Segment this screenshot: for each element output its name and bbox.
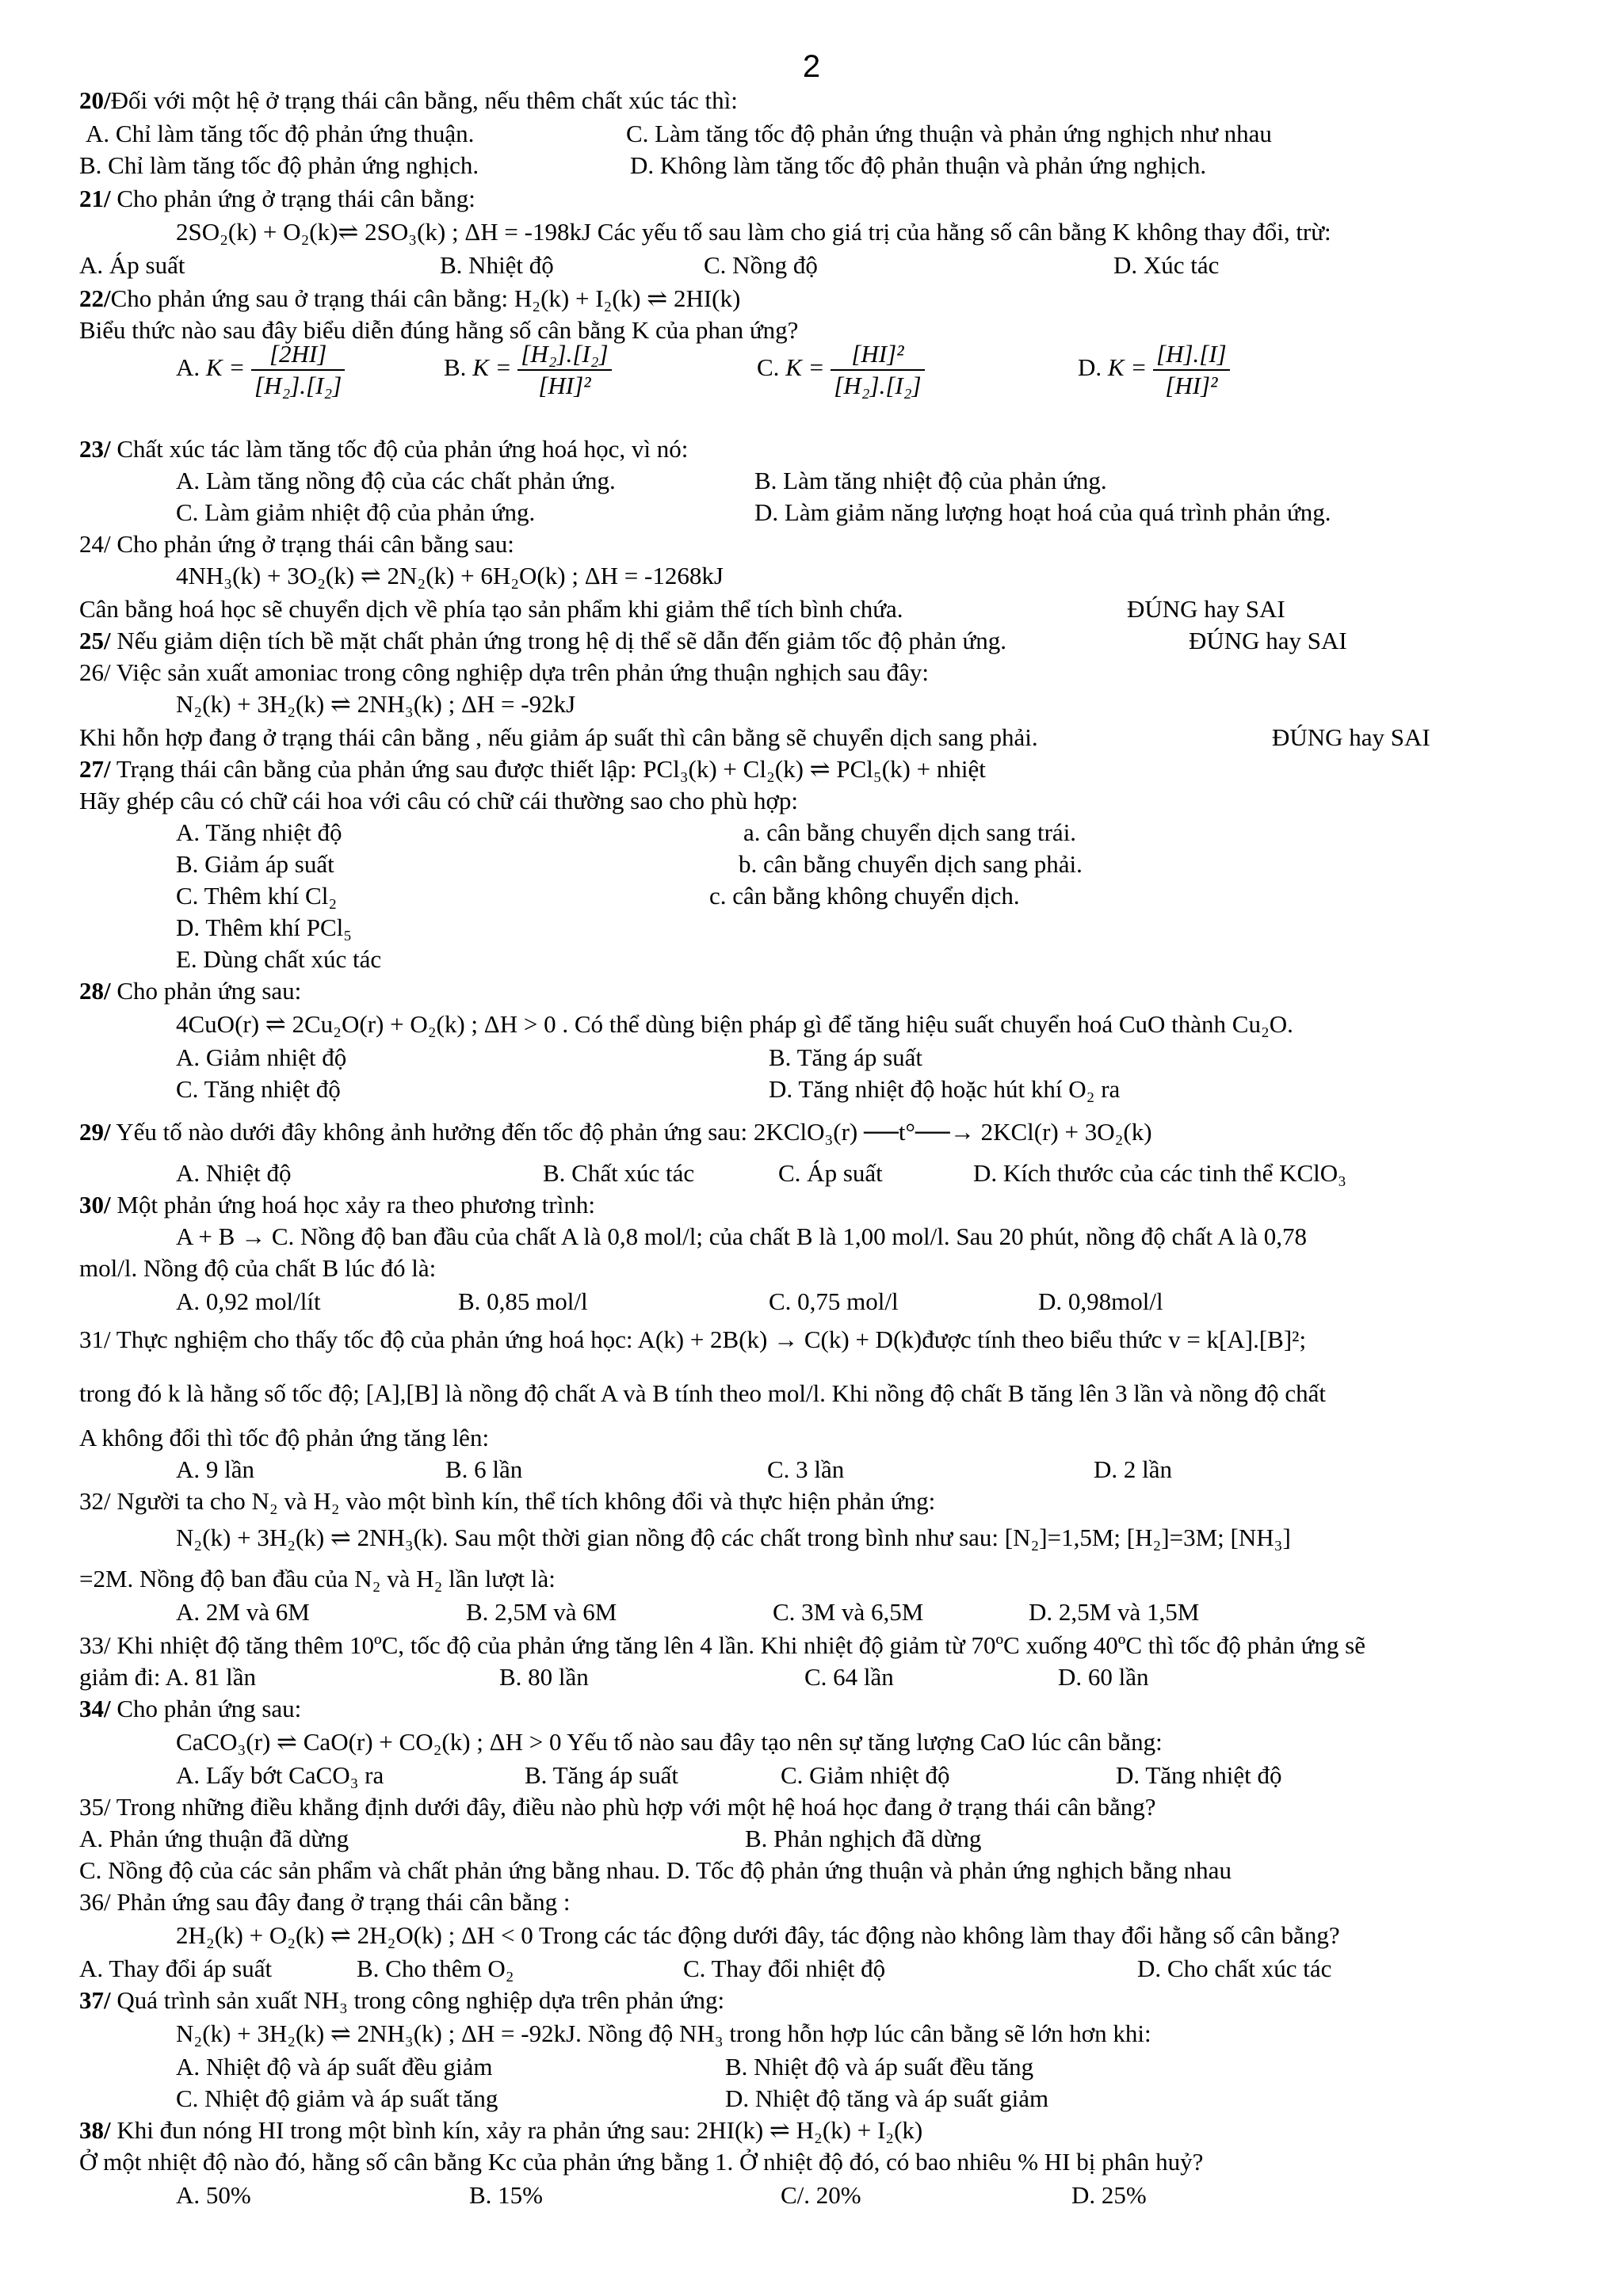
line-text: D. Tăng nhiệt độ hoặc hút khí O₂ ra [769, 1075, 1121, 1103]
text-line [466, 1597, 617, 1627]
text-line [176, 689, 575, 719]
text-line [1137, 1954, 1331, 1984]
numerator: [H₂].[I₂] [517, 339, 611, 371]
text-line [79, 1824, 349, 1854]
text-line [1113, 250, 1219, 280]
text-line [804, 1662, 894, 1692]
line-text: A. Phản ứng thuận đã dừng [79, 1825, 349, 1852]
text-line [176, 1043, 346, 1073]
text-line [79, 1564, 556, 1594]
line-text: Cân bằng hoá học sẽ chuyển dịch về phía tạo sản phẩm khi giảm thể tích bình chứa. [79, 595, 903, 623]
text-line [176, 2019, 1151, 2049]
line-text: ĐÚNG hay SAI [1189, 627, 1347, 654]
text-line [176, 1727, 1163, 1757]
text-line [769, 1043, 922, 1073]
fraction [831, 339, 924, 401]
k-symbol: K = [472, 353, 512, 382]
k-symbol: K = [1107, 353, 1148, 382]
line-text: Trạng thái cân bằng của phản ứng sau được thiết lập: PCl₃(k) + Cl₂(k) ⇌ PCl₅(k) + nhiệt [110, 755, 986, 783]
line-text: Cho phản ứng sau ở trạng thái cân bằng: H₂(k) + I₂(k) ⇌ 2HI(k) [110, 284, 741, 312]
line-text: C. Thêm khí Cl₂ [176, 882, 338, 910]
line-text: Một phản ứng hoá học xảy ra theo phương trình: [110, 1191, 595, 1219]
text-line [79, 284, 740, 314]
text-line [1127, 594, 1285, 624]
text-line [79, 1855, 1232, 1886]
text-line [543, 1158, 694, 1188]
line-text: D. 2,5M và 1,5M [1029, 1598, 1200, 1626]
text-line [79, 86, 738, 116]
denominator: [H₂].[I₂] [834, 372, 922, 399]
text-line [176, 466, 616, 496]
text-line [357, 1954, 514, 1984]
text-line [1116, 1760, 1282, 1791]
text-line [626, 119, 1272, 149]
line-text: A + B → C. Nồng độ ban đầu của chất A là 0,8 mol/l; của chất B là 1,00 mol/l. Sau 20 phút, nồng độ chất A là 0,78 [176, 1222, 1307, 1250]
text-line [773, 1597, 923, 1627]
text-line [1071, 2180, 1147, 2210]
text-line [176, 2084, 498, 2114]
text-line [469, 2180, 543, 2210]
text-line [176, 1760, 384, 1791]
k-symbol: K = [205, 353, 246, 382]
line-text: Yếu tố nào dưới đây không ảnh hưởng đến tốc độ phản ứng sau: 2KClO₃(r) ──t°──→ 2KCl(r) + 3O₂(k) [110, 1118, 1152, 1146]
line-text: A. 9 lần [176, 1455, 255, 1483]
line-text: N₂(k) + 3H₂(k) ⇌ 2NH₃(k) ; ΔH = -92kJ. Nồng độ NH₃ trong hỗn hợp lúc cân bằng sẽ lớn hơn khi: [176, 2019, 1151, 2047]
fraction [251, 339, 345, 401]
question-number: 25/ [79, 627, 111, 654]
text-line [79, 1379, 1326, 1409]
text-line [79, 1253, 436, 1283]
q22-option-b [444, 339, 612, 401]
text-line [79, 976, 301, 1006]
line-text: A. Nhiệt độ và áp suất đều giảm [176, 2053, 493, 2081]
line-text: c. cân bằng không chuyển dịch. [709, 882, 1020, 910]
line-text: ĐÚNG hay SAI [1127, 595, 1285, 623]
line-text: D. 2 lần [1094, 1455, 1173, 1483]
line-text: D. 60 lần [1058, 1663, 1149, 1691]
line-text: Khi đun nóng HI trong một bình kín, xảy ra phản ứng sau: 2HI(k) ⇌ H₂(k) + I₂(k) [110, 2116, 923, 2144]
line-text: B. 2,5M và 6M [466, 1598, 617, 1626]
line-text: 32/ Người ta cho N₂ và H₂ vào một bình kín, thể tích không đổi và thực hiện phản ứng: [79, 1487, 936, 1515]
denominator: [HI]² [1165, 372, 1218, 399]
line-text: B. Nhiệt độ và áp suất đều tăng [725, 2053, 1034, 2081]
line-text: B. 6 lần [445, 1455, 523, 1483]
line-text: mol/l. Nồng độ của chất B lúc đó là: [79, 1254, 437, 1282]
text-line [79, 1486, 935, 1516]
line-text: CaCO₃(r) ⇌ CaO(r) + CO₂(k) ; ΔH > 0 Yếu tố nào sau đây tạo nên sự tăng lượng CaO lúc cân bằng: [176, 1728, 1163, 1756]
line-text: A. Nhiệt độ [176, 1159, 292, 1187]
text-line [176, 1287, 321, 1317]
line-text: D. Kích thước của các tinh thể KClO₃ [973, 1159, 1346, 1187]
text-line [79, 1792, 1155, 1822]
text-line [781, 2180, 861, 2210]
text-line [79, 1985, 724, 2016]
text-line [683, 1954, 885, 1984]
line-text: C. Áp suất [778, 1159, 883, 1187]
line-text: C/. 20% [781, 2181, 861, 2209]
line-text: B. Chất xúc tác [543, 1159, 695, 1187]
line-text: D. 0,98mol/l [1038, 1287, 1163, 1315]
line-text: 35/ Trong những điều khẳng định dưới đây, điều nào phù hợp với một hệ hoá học đang ở trạng thái cân bằng? [79, 1793, 1156, 1821]
text-line [973, 1158, 1346, 1188]
line-text: B. Phản nghịch đã dừng [745, 1825, 982, 1852]
line-text: 4NH₃(k) + 3O₂(k) ⇌ 2N₂(k) + 6H₂O(k) ; ΔH = -1268kJ [176, 562, 724, 589]
line-text: B. Giảm áp suất [176, 850, 334, 878]
text-line [176, 2180, 251, 2210]
line-text: C. Tăng nhiệt độ [176, 1075, 341, 1103]
text-line [769, 1287, 899, 1317]
text-line [79, 626, 1006, 656]
text-line [176, 849, 334, 879]
line-text: B. Cho thêm O₂ [357, 1955, 514, 1982]
line-text: A. Tăng nhiệt độ [176, 818, 342, 846]
line-text: A. Làm tăng nồng độ của các chất phản ứng. [176, 467, 616, 494]
text-line [176, 498, 535, 528]
line-text: Khi hỗn hợp đang ở trạng thái cân bằng , nếu giảm áp suất thì cân bằng sẽ chuyển dịch sang phải. [79, 723, 1038, 751]
text-line [725, 2084, 1048, 2114]
line-text: C. 3 lần [767, 1455, 845, 1483]
text-line [743, 818, 1076, 848]
text-line [79, 434, 688, 464]
text-line [1272, 723, 1430, 753]
question-number: 22/ [79, 284, 111, 312]
text-line [79, 658, 929, 688]
question-number: 21/ [79, 185, 111, 212]
line-text: Quá trình sản xuất NH₃ trong công nghiệp dựa trên phản ứng: [110, 1986, 725, 2014]
line-text: B. Tăng áp suất [525, 1761, 679, 1789]
line-text: D. Xúc tác [1113, 251, 1220, 279]
line-text: Cho phản ứng sau: [110, 1695, 302, 1722]
numerator: [H].[I] [1153, 339, 1230, 371]
line-text: B. Nhiệt độ [440, 251, 554, 279]
text-line [525, 1760, 678, 1791]
line-text: N₂(k) + 3H₂(k) ⇌ 2NH₃(k). Sau một thời gian nồng độ các chất trong bình như sau: [N₂]=1,5M; [H₂]=3M; [NH₃] [176, 1524, 1291, 1551]
text-line [440, 250, 554, 280]
line-text: D. Không làm tăng tốc độ phản thuận và phản ứng nghịch. [630, 151, 1207, 179]
line-text: B. Chỉ làm tăng tốc độ phản ứng nghịch. [79, 151, 479, 179]
text-line [79, 1190, 595, 1220]
line-text: D. Thêm khí PCl₅ [176, 913, 353, 941]
line-text: A. Lấy bớt CaCO₃ ra [176, 1761, 384, 1789]
line-text: C. 3M và 6,5M [773, 1598, 924, 1626]
text-line [630, 151, 1206, 181]
numerator: [2HI] [251, 339, 345, 371]
line-text: Hãy ghép câu có chữ cái hoa với câu có chữ cái thường sao cho phù hợp: [79, 787, 799, 814]
line-text: Ở một nhiệt độ nào đó, hằng số cân bằng Kc của phản ứng bằng 1. Ở nhiệt độ đó, có bao nhiêu % HI bị phân huỷ? [79, 2148, 1204, 2176]
text-line [754, 466, 1107, 496]
text-line [739, 849, 1083, 879]
line-text: C. Nhiệt độ giảm và áp suất tăng [176, 2084, 498, 2112]
text-line [1094, 1455, 1172, 1485]
line-text: A. 2M và 6M [176, 1598, 310, 1626]
text-line [176, 1523, 1291, 1553]
line-text: 2SO₂(k) + O₂(k)⇌ 2SO₃(k) ; ΔH = -198kJ Các yếu tố sau làm cho giá trị của hằng số cân bằng K không thay đổi, trừ: [176, 218, 1331, 246]
text-line [1029, 1597, 1199, 1627]
line-text: Cho phản ứng ở trạng thái cân bằng: [110, 185, 475, 212]
text-line [79, 2147, 1203, 2177]
line-text: ĐÚNG hay SAI [1272, 723, 1430, 751]
line-text: B. 15% [469, 2181, 543, 2209]
line-text: a. cân bằng chuyển dịch sang trái. [743, 818, 1077, 846]
line-text: D. Cho chất xúc tác [1137, 1955, 1332, 1982]
line-text: 31/ Thực nghiệm cho thấy tốc độ của phản ứng hoá học: A(k) + 2B(k) → C(k) + D(k)được tính theo biểu thức v = k[A].[B]²; [79, 1325, 1307, 1353]
line-text: D. Làm giảm năng lượng hoạt hoá của quá trình phản ứng. [754, 498, 1331, 526]
line-text: A. Thay đổi áp suất [79, 1955, 273, 1982]
denominator: [HI]² [538, 372, 591, 399]
question-number: 28/ [79, 977, 111, 1005]
text-line [176, 2052, 492, 2082]
line-text: Đối với một hệ ở trạng thái cân bằng, nếu thêm chất xúc tác thì: [110, 86, 738, 114]
text-line [176, 1455, 254, 1485]
line-text: C. Làm tăng tốc độ phản ứng thuận và phản ứng nghịch như nhau [626, 120, 1272, 147]
text-line [767, 1455, 844, 1485]
line-text: C. Làm giảm nhiệt độ của phản ứng. [176, 498, 536, 526]
text-line [79, 786, 798, 816]
line-text: C. 64 lần [804, 1663, 894, 1691]
text-line [745, 1824, 981, 1854]
line-text: B. Tăng áp suất [769, 1043, 923, 1071]
line-text: E. Dùng chất xúc tác [176, 945, 382, 973]
line-text: 36/ Phản ứng sau đây đang ở trạng thái cân bằng : [79, 1888, 571, 1916]
line-text: C. Nồng độ của các sản phẩm và chất phản ứng bằng nhau. D. Tốc độ phản ứng thuận và phản ứng nghịch bằng nhau [79, 1856, 1232, 1884]
text-line [1058, 1662, 1149, 1692]
line-text: A. 0,92 mol/lít [176, 1287, 321, 1315]
text-line [176, 944, 381, 974]
text-line [79, 1662, 256, 1692]
text-line [79, 529, 514, 559]
line-text: C. Giảm nhiệt độ [781, 1761, 950, 1789]
question-number: 23/ [79, 435, 111, 463]
line-text: trong đó k là hằng số tốc độ; [A],[B] là nồng độ chất A và B tính theo mol/l. Khi nồng độ chất B tăng lên 3 lần và nồng độ chất [79, 1379, 1326, 1407]
text-line [176, 1074, 341, 1104]
q22-option-c [757, 339, 925, 401]
text-line [79, 184, 475, 214]
question-number: 38/ [79, 2116, 111, 2144]
fraction [1153, 339, 1230, 401]
line-text: C. Thay đổi nhiệt độ [683, 1955, 886, 1982]
line-text: B. 80 lần [499, 1663, 589, 1691]
question-number: 29/ [79, 1118, 111, 1146]
text-line [79, 1954, 272, 1984]
question-number: 27/ [79, 755, 111, 783]
text-line [176, 1920, 1340, 1951]
text-line [79, 151, 479, 181]
text-line [79, 1630, 1365, 1661]
page-number: 2 [802, 49, 821, 84]
text-line [79, 1694, 301, 1724]
line-text: 26/ Việc sản xuất amoniac trong công nghiệp dựa trên phản ứng thuận nghịch sau đây: [79, 658, 929, 686]
line-text: C. 0,75 mol/l [769, 1287, 899, 1315]
line-text: =2M. Nồng độ ban đầu của N₂ và H₂ lần lượt là: [79, 1565, 556, 1592]
line-text: 4CuO(r) ⇌ 2Cu₂O(r) + O₂(k) ; ΔH > 0 . Có thể dùng biện pháp gì để tăng hiệu suất chuyển hoá CuO thành Cu₂O. [176, 1010, 1293, 1038]
text-line [781, 1760, 950, 1791]
text-line [709, 881, 1020, 911]
line-text: A. Chỉ làm tăng tốc độ phản ứng thuận. [86, 120, 475, 147]
text-line [79, 1423, 489, 1453]
fraction [517, 339, 611, 401]
option-label: C. [757, 353, 780, 382]
line-text: A không đổi thì tốc độ phản ứng tăng lên: [79, 1424, 490, 1451]
text-line [754, 498, 1331, 528]
option-label: D. [1078, 353, 1102, 382]
text-line [176, 561, 724, 591]
text-line [704, 250, 818, 280]
text-line [445, 1455, 522, 1485]
question-number: 34/ [79, 1695, 111, 1722]
text-line [176, 913, 352, 943]
text-line [79, 1325, 1306, 1355]
line-text: giảm đi: A. 81 lần [79, 1663, 257, 1691]
denominator: [H₂].[I₂] [254, 372, 342, 399]
text-line [176, 1158, 292, 1188]
text-line [176, 1222, 1307, 1252]
numerator: [HI]² [831, 339, 924, 371]
line-text: Chất xúc tác làm tăng tốc độ của phản ứng hoá học, vì nó: [110, 435, 689, 463]
text-line [176, 881, 337, 911]
line-text: C. Nồng độ [704, 251, 818, 279]
line-text: A. Giảm nhiệt độ [176, 1043, 347, 1071]
question-number: 20/ [79, 86, 111, 114]
line-text: N₂(k) + 3H₂(k) ⇌ 2NH₃(k) ; ΔH = -92kJ [176, 690, 576, 718]
text-line [458, 1287, 588, 1317]
q22-option-d [1078, 339, 1230, 401]
option-label: A. [176, 353, 200, 382]
line-text: 24/ Cho phản ứng ở trạng thái cân bằng sau: [79, 530, 514, 558]
line-text: 2H₂(k) + O₂(k) ⇌ 2H₂O(k) ; ΔH < 0 Trong các tác động dưới đây, tác động nào không làm thay đổi hằng số cân bằng? [176, 1921, 1340, 1949]
text-line [176, 818, 342, 848]
text-line [79, 1117, 1152, 1147]
text-line [79, 250, 185, 280]
line-text: b. cân bằng chuyển dịch sang phải. [739, 850, 1083, 878]
text-line [79, 1887, 570, 1917]
line-text: 33/ Khi nhiệt độ tăng thêm 10ºC, tốc độ của phản ứng tăng lên 4 lần. Khi nhiệt độ giảm từ 70ºC xuống 40ºC thì tốc độ phản ứng sẽ [79, 1631, 1366, 1659]
question-number: 37/ [79, 1986, 111, 2014]
question-number: 30/ [79, 1191, 111, 1219]
k-symbol: K = [785, 353, 825, 382]
line-text: A. Áp suất [79, 251, 185, 279]
line-text: B. 0,85 mol/l [458, 1287, 588, 1315]
text-line [499, 1662, 589, 1692]
line-text: B. Làm tăng nhiệt độ của phản ứng. [754, 467, 1107, 494]
q22-option-a [176, 339, 345, 401]
line-text: D. Nhiệt độ tăng và áp suất giảm [725, 2084, 1049, 2112]
text-line [79, 723, 1038, 753]
text-line [176, 217, 1331, 247]
text-line [86, 119, 474, 149]
text-line [778, 1158, 883, 1188]
text-line [176, 1597, 310, 1627]
text-line [1038, 1287, 1163, 1317]
line-text: D. Tăng nhiệt độ [1116, 1761, 1282, 1789]
text-line [725, 2052, 1033, 2082]
option-label: B. [444, 353, 467, 382]
line-text: Biểu thức nào sau đây biểu diễn đúng hằng số cân bằng K của phan ứng? [79, 316, 799, 344]
text-line [79, 594, 903, 624]
line-text: Nếu giảm diện tích bề mặt chất phản ứng trong hệ dị thể sẽ dẫn đến giảm tốc độ phản ứng. [110, 627, 1006, 654]
text-line [176, 1009, 1293, 1039]
text-line [769, 1074, 1120, 1104]
line-text: A. 50% [176, 2181, 251, 2209]
text-line [1189, 626, 1347, 656]
text-line [79, 754, 986, 784]
text-line [79, 2115, 922, 2145]
line-text: Cho phản ứng sau: [110, 977, 302, 1005]
line-text: D. 25% [1071, 2181, 1147, 2209]
